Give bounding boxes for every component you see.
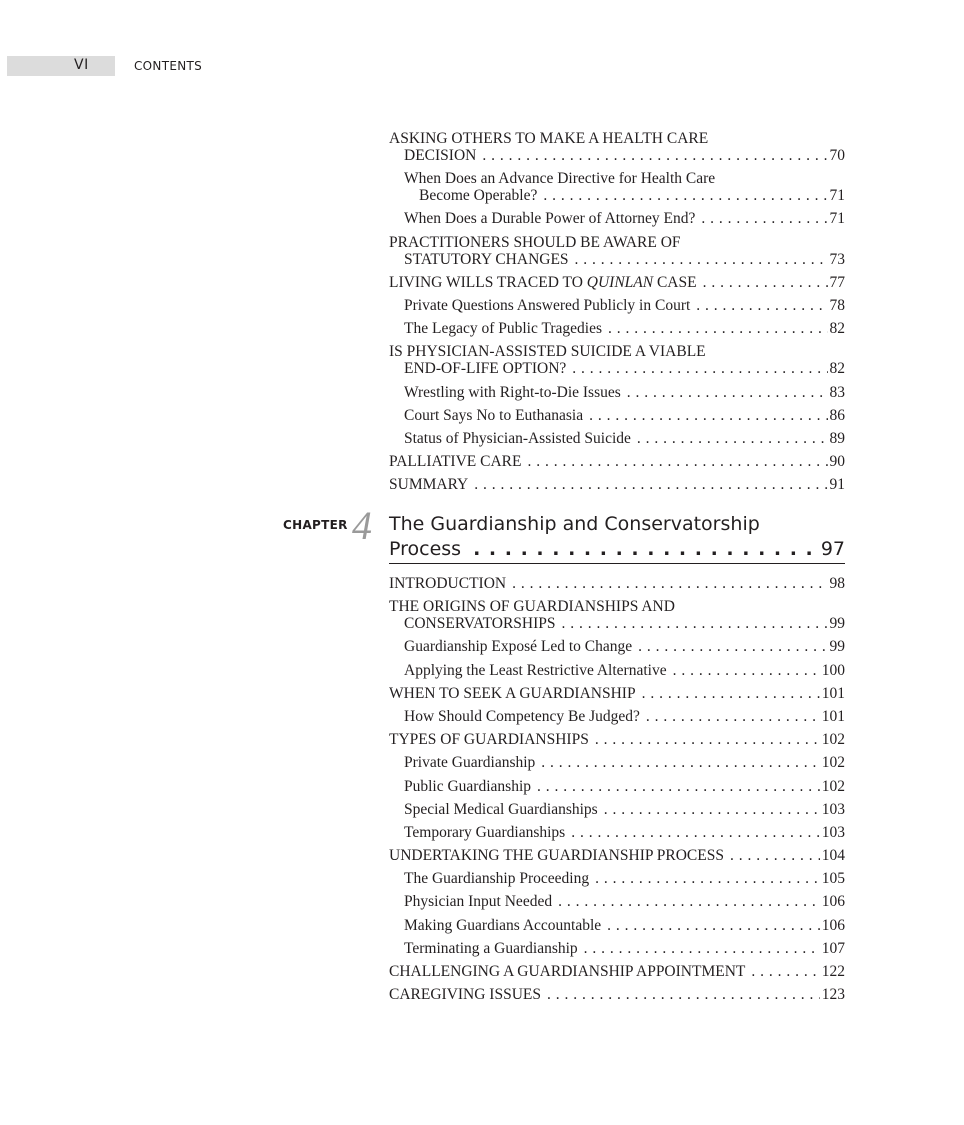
- dot-leader: [547, 986, 820, 1003]
- dot-leader: [575, 251, 828, 268]
- toc-page-number: 89: [829, 429, 845, 447]
- toc-subsection-entry[interactable]: [404, 824, 845, 841]
- toc-entry-line: [389, 575, 845, 592]
- dot-leader: [537, 778, 820, 795]
- toc-subsection-entry[interactable]: [404, 407, 845, 424]
- chapter-rule: [389, 563, 845, 564]
- toc-entry-line: [389, 147, 845, 164]
- toc-entry-text: LIVING WILLS TRACED TO QUINLAN CASE: [389, 273, 697, 291]
- dot-leader: [474, 476, 827, 493]
- toc-entry-line: [389, 963, 845, 980]
- toc-page-number: 101: [821, 684, 845, 702]
- toc-page-number: 71: [829, 210, 845, 228]
- dot-leader: [627, 384, 828, 401]
- toc-section-top: [389, 130, 845, 493]
- toc-section-entry[interactable]: [389, 986, 845, 1003]
- toc-entry-line: [389, 685, 845, 702]
- toc-entry-text: INTRODUCTION: [389, 575, 507, 592]
- toc-page-number: 103: [821, 823, 845, 841]
- toc-entry-line: [404, 430, 845, 447]
- toc-section-entry[interactable]: [389, 453, 845, 470]
- toc-entry-text: Making Guardians Accountable: [404, 916, 602, 934]
- running-head: CONTENTS: [134, 59, 203, 73]
- toc-subsection-entry[interactable]: [404, 384, 845, 401]
- toc-entry-text: IS PHYSICIAN-ASSISTED SUICIDE A VIABLE: [389, 343, 706, 361]
- toc-entry-text: ASKING OTHERS TO MAKE A HEALTH CARE: [389, 130, 709, 147]
- toc-page-number: 100: [821, 661, 845, 679]
- toc-entry-line: [404, 893, 845, 910]
- chapter-title-text-2: Process: [389, 538, 462, 560]
- toc-entry-line: [389, 274, 845, 291]
- toc-entry-line: [404, 384, 845, 401]
- toc-entry-text: Court Says No to Euthanasia: [404, 406, 584, 424]
- toc-entry-text: How Should Competency Be Judged?: [404, 707, 640, 725]
- toc-entry-line: [404, 708, 845, 725]
- dot-leader: [696, 297, 827, 314]
- toc-entry-text: Temporary Guardianships: [404, 823, 566, 841]
- dot-leader: [751, 963, 819, 980]
- toc-entry-line: [389, 343, 845, 360]
- toc-entry-line: [389, 598, 845, 615]
- toc-entry-text: END-OF-LIFE OPTION?: [404, 360, 567, 378]
- toc-entry-line: [404, 870, 845, 887]
- dot-leader: [595, 870, 820, 887]
- toc-entry-text: Applying the Least Restrictive Alternative: [404, 661, 667, 679]
- toc-entry-text: Become Operable?: [419, 187, 538, 205]
- toc-section-entry[interactable]: [389, 685, 845, 702]
- toc-page-number: 101: [821, 707, 845, 725]
- chapter-number: 4: [352, 503, 372, 548]
- dot-leader: [543, 187, 827, 204]
- toc-page-number: 106: [821, 893, 845, 911]
- toc-page-number: 103: [821, 800, 845, 818]
- toc-entry-line: [389, 615, 845, 632]
- toc-entry-line: [389, 360, 845, 377]
- dot-leader: [730, 847, 820, 864]
- toc-page-number: 77: [829, 273, 845, 291]
- toc-entry-text: Physician Input Needed: [404, 893, 553, 911]
- toc-entry-line: [404, 940, 845, 957]
- toc-entry-text: Wrestling with Right-to-Die Issues: [404, 383, 621, 401]
- toc-entry-text: The Legacy of Public Tragedies: [404, 320, 603, 338]
- dot-leader: [703, 274, 828, 291]
- toc-subsection-entry[interactable]: [404, 870, 845, 887]
- toc-subsection-entry[interactable]: [404, 297, 845, 314]
- toc-entry-text: The Guardianship Proceeding: [404, 870, 590, 888]
- toc-page-number: 91: [829, 476, 845, 494]
- toc-page-number: 78: [829, 296, 845, 314]
- toc-page-number: 106: [821, 916, 845, 934]
- toc-section-entry[interactable]: [389, 234, 845, 268]
- toc-subsection-entry[interactable]: [404, 320, 845, 337]
- toc-section-entry[interactable]: [389, 598, 845, 632]
- dot-leader: [637, 430, 828, 447]
- page-number: VI: [74, 57, 89, 73]
- toc-entry-text: Terminating a Guardianship: [404, 939, 578, 957]
- toc-section-entry[interactable]: [389, 963, 845, 980]
- toc-section-entry[interactable]: [389, 847, 845, 864]
- toc-page-number: 90: [829, 453, 845, 471]
- toc-subsection-entry[interactable]: [404, 662, 845, 679]
- toc-entry-text: PRACTITIONERS SHOULD BE AWARE OF: [389, 233, 681, 251]
- toc-page-number: 102: [821, 731, 845, 749]
- dot-leader: [642, 685, 820, 702]
- toc-page-number: 70: [829, 147, 845, 164]
- dot-leader: [607, 917, 820, 934]
- toc-page-number: 83: [829, 383, 845, 401]
- toc-entry-line: [404, 754, 845, 771]
- dot-leader: [595, 731, 820, 748]
- toc-entry-text: DECISION: [404, 147, 477, 164]
- chapter-title-text-1: The Guardianship and Conservatorship: [389, 513, 760, 535]
- dot-leader: [512, 575, 827, 592]
- toc-entry-line: [389, 251, 845, 268]
- toc-entry-text: UNDERTAKING THE GUARDIANSHIP PROCESS: [389, 847, 724, 865]
- dot-leader: [541, 754, 819, 771]
- dot-leader: [572, 360, 827, 377]
- toc-section-entry[interactable]: [389, 731, 845, 748]
- toc-entry-line: [404, 824, 845, 841]
- dot-leader: [589, 407, 827, 424]
- toc-entry-text: WHEN TO SEEK A GUARDIANSHIP: [389, 684, 636, 702]
- toc-page-number: 102: [821, 777, 845, 795]
- toc-entry-line: [389, 234, 845, 251]
- dot-leader: [527, 453, 827, 470]
- toc-subsection-entry[interactable]: [404, 940, 845, 957]
- toc-entry-text: When Does a Durable Power of Attorney End?: [404, 210, 696, 228]
- dot-leader: [701, 210, 827, 227]
- toc-entry-text: THE ORIGINS OF GUARDIANSHIPS AND: [389, 598, 675, 616]
- toc-page-number: 86: [829, 406, 845, 424]
- toc-page-number: 123: [821, 986, 845, 1004]
- dot-leader: [562, 615, 828, 632]
- chapter-label: CHAPTER: [283, 518, 348, 532]
- toc-entry-text: CHALLENGING A GUARDIANSHIP APPOINTMENT: [389, 963, 746, 980]
- dot-leader: [604, 801, 820, 818]
- toc-subsection-entry[interactable]: [404, 754, 845, 771]
- toc-page-number: 99: [829, 638, 845, 656]
- toc-subsection-entry[interactable]: [404, 801, 845, 818]
- dot-leader: [558, 893, 820, 910]
- toc-page-number: 99: [829, 615, 845, 633]
- toc-subsection-entry[interactable]: [404, 210, 845, 227]
- dot-leader: [571, 824, 820, 841]
- toc-entry-text: SUMMARY: [389, 476, 469, 494]
- dot-leader: [646, 708, 820, 725]
- toc-entry-line: [404, 917, 845, 934]
- toc-section-entry[interactable]: [389, 130, 845, 164]
- chapter-title-line1: [389, 512, 845, 537]
- toc-entry-line: [404, 778, 845, 795]
- toc-entry-text: CONSERVATORSHIPS: [404, 615, 556, 633]
- dot-leader: [482, 147, 827, 164]
- toc-entry-line: [389, 130, 845, 147]
- toc-entry-text: When Does an Advance Directive for Health Care: [404, 170, 716, 188]
- toc-page-number: 73: [829, 250, 845, 268]
- toc-entry-line: [404, 801, 845, 818]
- toc-entry-text: Private Guardianship: [404, 754, 536, 772]
- toc-entry-text: PALLIATIVE CARE: [389, 453, 522, 471]
- toc-entry-line: [389, 476, 845, 493]
- toc-page-number: 98: [829, 575, 845, 592]
- toc-page-number: 122: [821, 963, 845, 980]
- case-name-italic: QUINLAN: [586, 273, 654, 291]
- toc-subsection-entry[interactable]: [404, 917, 845, 934]
- toc-page-number: 82: [829, 320, 845, 338]
- toc-page-number: 105: [821, 870, 845, 888]
- toc-entry-line: [404, 320, 845, 337]
- dot-leader: [584, 940, 820, 957]
- toc-subsection-entry[interactable]: [404, 708, 845, 725]
- toc-subsection-entry[interactable]: [404, 893, 845, 910]
- toc-entry-text: STATUTORY CHANGES: [404, 250, 569, 268]
- toc-entry-line: [389, 453, 845, 470]
- toc-entry-text: Public Guardianship: [404, 777, 531, 795]
- chapter-title-line2: [389, 537, 845, 562]
- toc-entry-text: Status of Physician-Assisted Suicide: [404, 429, 631, 447]
- toc-entry-line: [404, 638, 845, 655]
- toc-page-number: 82: [829, 360, 845, 378]
- toc-section-entry[interactable]: [389, 343, 845, 377]
- dot-leader: [638, 638, 827, 655]
- dot-leader: [673, 662, 820, 679]
- toc-entry-line: [404, 170, 845, 187]
- toc-page-number: 102: [821, 754, 845, 772]
- toc-entry-text: Special Medical Guardianships: [404, 800, 598, 818]
- toc-section-bottom: [389, 575, 845, 1003]
- toc-entry-text: CAREGIVING ISSUES: [389, 986, 541, 1004]
- chapter-page-number: 97: [820, 538, 845, 560]
- page-number-bar: [7, 56, 115, 76]
- toc-entry-text: TYPES OF GUARDIANSHIPS: [389, 731, 589, 749]
- toc-subsection-entry[interactable]: [404, 638, 845, 655]
- toc-entry-line: [404, 662, 845, 679]
- toc-page-number: 71: [829, 187, 845, 205]
- toc-entry-line: [404, 297, 845, 314]
- toc-entry-text: Private Questions Answered Publicly in Court: [404, 296, 691, 314]
- toc-entry-line: [389, 731, 845, 748]
- toc-entry-line: [404, 210, 845, 227]
- chapter-title[interactable]: [389, 512, 845, 562]
- toc-section-entry[interactable]: [389, 274, 845, 291]
- toc-subsection-entry[interactable]: [404, 170, 845, 204]
- toc-entry-text: Guardianship Exposé Led to Change: [404, 638, 633, 656]
- toc-entry-line: [389, 847, 845, 864]
- toc-entry-line: [389, 986, 845, 1003]
- toc-entry-line: [404, 187, 845, 204]
- toc-page-number: 107: [821, 939, 845, 957]
- dot-leader: [473, 537, 819, 562]
- toc-page-number: 104: [821, 847, 845, 865]
- dot-leader: [608, 320, 827, 337]
- toc-subsection-entry[interactable]: [404, 778, 845, 795]
- toc-entry-line: [404, 407, 845, 424]
- toc-subsection-entry[interactable]: [404, 430, 845, 447]
- toc-section-entry[interactable]: [389, 476, 845, 493]
- toc-section-entry[interactable]: [389, 575, 845, 592]
